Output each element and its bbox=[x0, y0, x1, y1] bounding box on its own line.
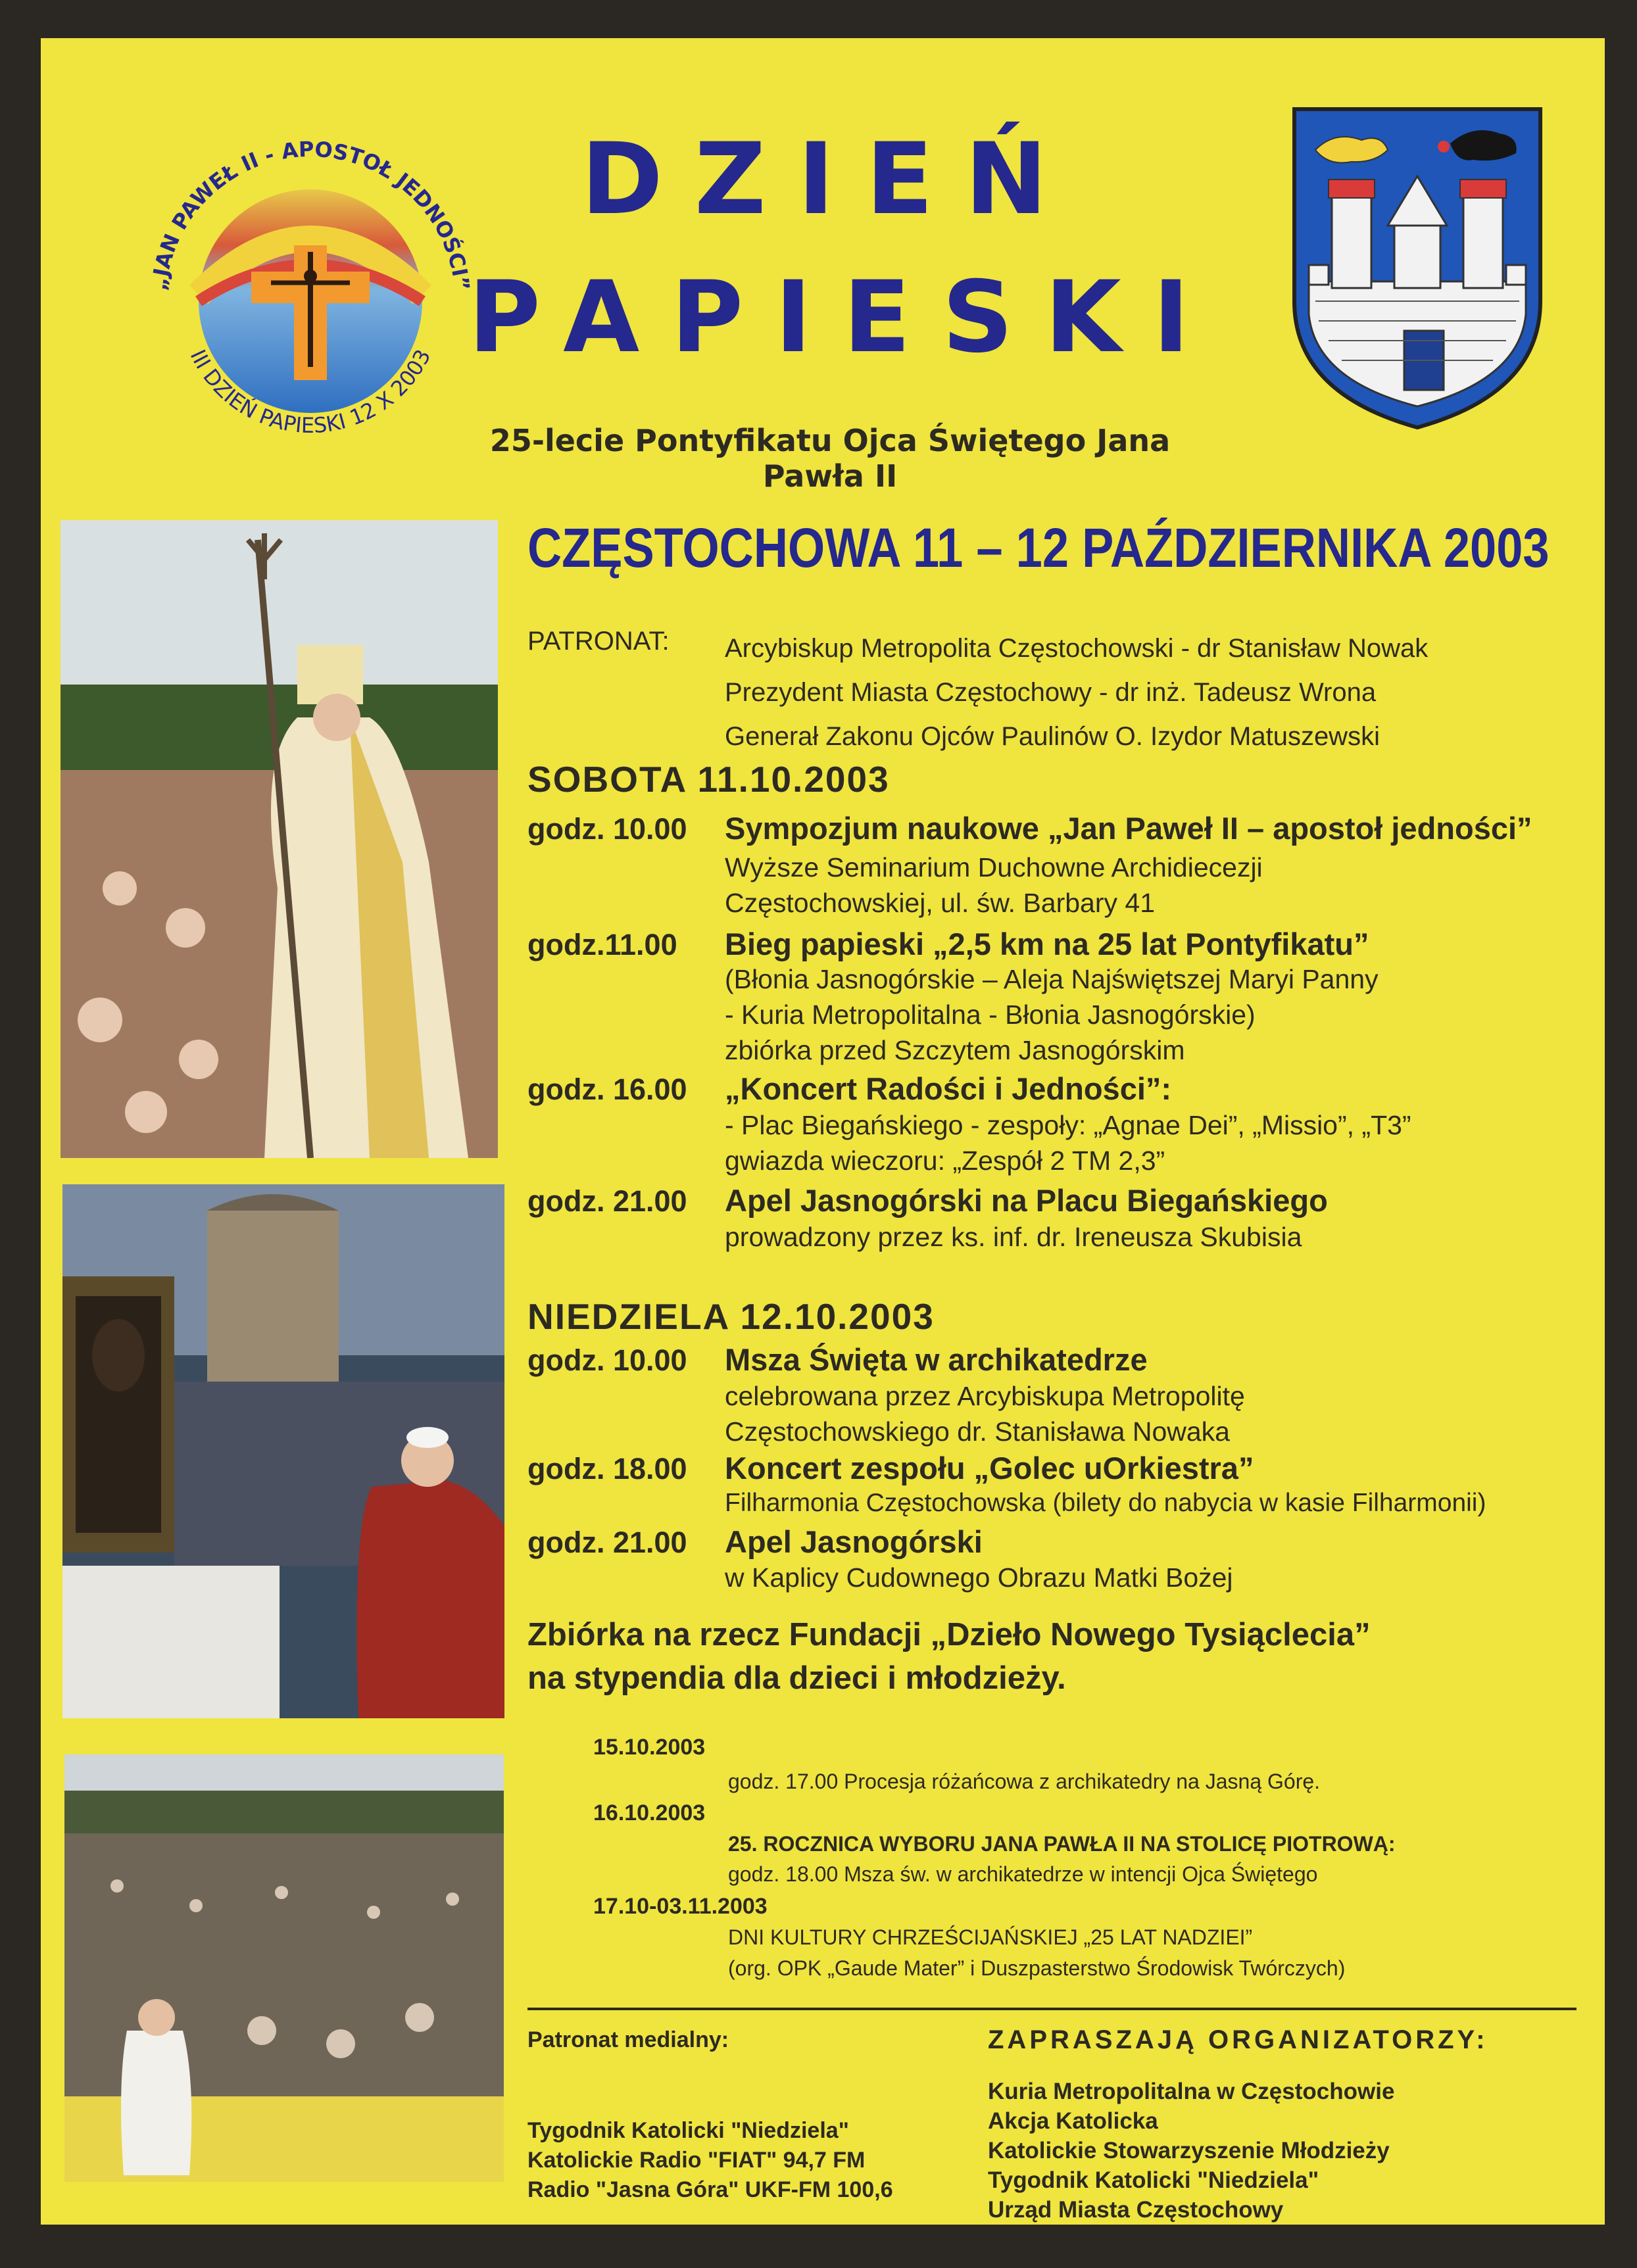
collection-line: na stypendia dla dzieci i młodzieży. bbox=[527, 1660, 1066, 1696]
event-title: Msza Święta w archikatedrze bbox=[725, 1342, 1148, 1377]
divider bbox=[527, 2008, 1576, 2010]
event-detail: gwiazda wieczoru: „Zespół 2 TM 2,3” bbox=[725, 1146, 1165, 1176]
event-time: godz. 18.00 bbox=[527, 1452, 687, 1485]
photo-pope-at-rally bbox=[64, 1754, 504, 2182]
event-time: godz. 16.00 bbox=[527, 1073, 687, 1106]
organizer-item: Katolickie Stowarzyszenie Młodzieży bbox=[988, 2138, 1390, 2163]
event-detail: Filharmonia Częstochowska (bilety do nabycia w kasie Filharmonii) bbox=[725, 1489, 1486, 1517]
jubilee-logo bbox=[126, 104, 495, 472]
collection-notice bbox=[527, 1613, 1371, 1700]
event-detail: (Błonia Jasnogórskie – Aleja Najświętszej Maryi Panny bbox=[725, 964, 1379, 994]
event-title: „Koncert Radości i Jedności”: bbox=[725, 1071, 1172, 1106]
event-detail: prowadzony przez ks. inf. dr. Ireneusza Skubisia bbox=[725, 1222, 1302, 1252]
media-label: Patronat medialny: bbox=[527, 2027, 729, 2052]
organizer-item: Kuria Metropolitalna w Częstochowie bbox=[988, 2079, 1395, 2104]
photo-pope-at-icon bbox=[62, 1184, 504, 1718]
event-time: godz. 10.00 bbox=[527, 812, 687, 846]
later-event-line: godz. 17.00 Procesja różańcowa z archikatedry na Jasną Górę. bbox=[728, 1770, 1321, 1793]
event-time: godz. 21.00 bbox=[527, 1184, 687, 1218]
photo-pope-with-crowd bbox=[61, 520, 498, 1158]
event-detail: zbiórka przed Szczytem Jasnogórskim bbox=[725, 1035, 1185, 1065]
subtitle: 25-lecie Pontyfikatu Ojca Świętego Jana Pawła II bbox=[489, 423, 1171, 494]
later-event-line: 25. ROCZNICA WYBORU JANA PAWŁA II NA STOLICĘ PIOTROWĄ: bbox=[728, 1832, 1396, 1856]
later-event-line: DNI KULTURY CHRZEŚCIJAŃSKIEJ „25 LAT NADZIEI” bbox=[728, 1925, 1253, 1949]
event-detail: Częstochowskiego dr. Stanisława Nowaka bbox=[725, 1416, 1230, 1447]
event-title: Apel Jasnogórski na Placu Biegańskiego bbox=[725, 1183, 1328, 1218]
event-detail: Częstochowskiej, ul. św. Barbary 41 bbox=[725, 888, 1155, 918]
later-event-date: 16.10.2003 bbox=[593, 1800, 706, 1825]
event-time: godz. 21.00 bbox=[527, 1526, 687, 1559]
later-event-date: 15.10.2003 bbox=[593, 1735, 706, 1760]
patronage-list bbox=[725, 627, 1428, 759]
saturday-heading: SOBOTA 11.10.2003 bbox=[527, 759, 890, 800]
media-item: Katolickie Radio "FIAT" 94,7 FM bbox=[527, 2148, 866, 2173]
event-title: Sympozjum naukowe „Jan Paweł II – apostoł jedności” bbox=[725, 811, 1532, 846]
patronage-label: PATRONAT: bbox=[527, 627, 670, 656]
event-detail: w Kaplicy Cudownego Obrazu Matki Bożej bbox=[725, 1562, 1233, 1593]
later-event-date: 17.10-03.11.2003 bbox=[593, 1894, 768, 1919]
sunday-heading: NIEDZIELA 12.10.2003 bbox=[527, 1296, 935, 1337]
event-time: godz.11.00 bbox=[527, 928, 677, 961]
coat-of-arms bbox=[1289, 104, 1546, 433]
media-list bbox=[527, 2116, 893, 2205]
poster bbox=[41, 38, 1605, 2225]
patronage-line: Generał Zakonu Ojców Paulinów O. Izydor Matuszewski bbox=[725, 722, 1380, 751]
event-time: godz. 10.00 bbox=[527, 1343, 687, 1377]
event-detail: - Kuria Metropolitalna - Błonia Jasnogórskie) bbox=[725, 1000, 1256, 1030]
event-title: Apel Jasnogórski bbox=[725, 1524, 983, 1559]
event-detail: celebrowana przez Arcybiskupa Metropolitę bbox=[725, 1381, 1245, 1411]
media-item: Tygodnik Katolicki "Niedziela" bbox=[527, 2118, 849, 2143]
organizer-item: Akcja Katolicka bbox=[988, 2108, 1158, 2134]
event-title: Koncert zespołu „Golec uOrkiestra” bbox=[725, 1451, 1254, 1485]
organizer-item: Tygodnik Katolicki "Niedziela" bbox=[988, 2167, 1319, 2193]
event-title: Bieg papieski „2,5 km na 25 lat Pontyfikatu” bbox=[725, 927, 1369, 961]
title-line-2: PAPIESKI bbox=[468, 260, 1221, 375]
patronage-line: Prezydent Miasta Częstochowy - dr inż. Tadeusz Wrona bbox=[725, 678, 1377, 707]
logo-text-top: „JAN PAWEŁ II - APOSTOŁ JEDNOŚCI” bbox=[146, 136, 475, 292]
event-detail: Wyższe Seminarium Duchowne Archidiecezji bbox=[725, 852, 1263, 882]
logo-text-bottom: III DZIEŃ PAPIESKI 12 X 2003 bbox=[185, 345, 436, 439]
collection-line: Zbiórka na rzecz Fundacji „Dzieło Nowego Tysiąclecia” bbox=[527, 1617, 1371, 1653]
event-detail: - Plac Biegańskiego - zespoły: „Agnae Dei”, „Missio”, „T3” bbox=[725, 1110, 1411, 1140]
title-line-1: DZIEŃ bbox=[581, 122, 1079, 237]
patronage-line: Arcybiskup Metropolita Częstochowski - dr Stanisław Nowak bbox=[725, 634, 1429, 663]
later-event-line: (org. OPK „Gaude Mater” i Duszpasterstwo Środowisk Twórczych) bbox=[728, 1956, 1346, 1980]
later-event-line: godz. 18.00 Msza św. w archikatedrze w intencji Ojca Świętego bbox=[728, 1862, 1318, 1886]
organizer-item: Urząd Miasta Częstochowy bbox=[988, 2197, 1284, 2223]
organizers-heading: ZAPRASZAJĄ ORGANIZATORZY: bbox=[988, 2025, 1488, 2054]
media-item: Radio "Jasna Góra" UKF-FM 100,6 bbox=[527, 2177, 893, 2202]
city-dates: CZĘSTOCHOWA 11 – 12 PAŹDZIERNIKA 2003 bbox=[527, 517, 1550, 579]
organizers-list bbox=[988, 2077, 1394, 2225]
